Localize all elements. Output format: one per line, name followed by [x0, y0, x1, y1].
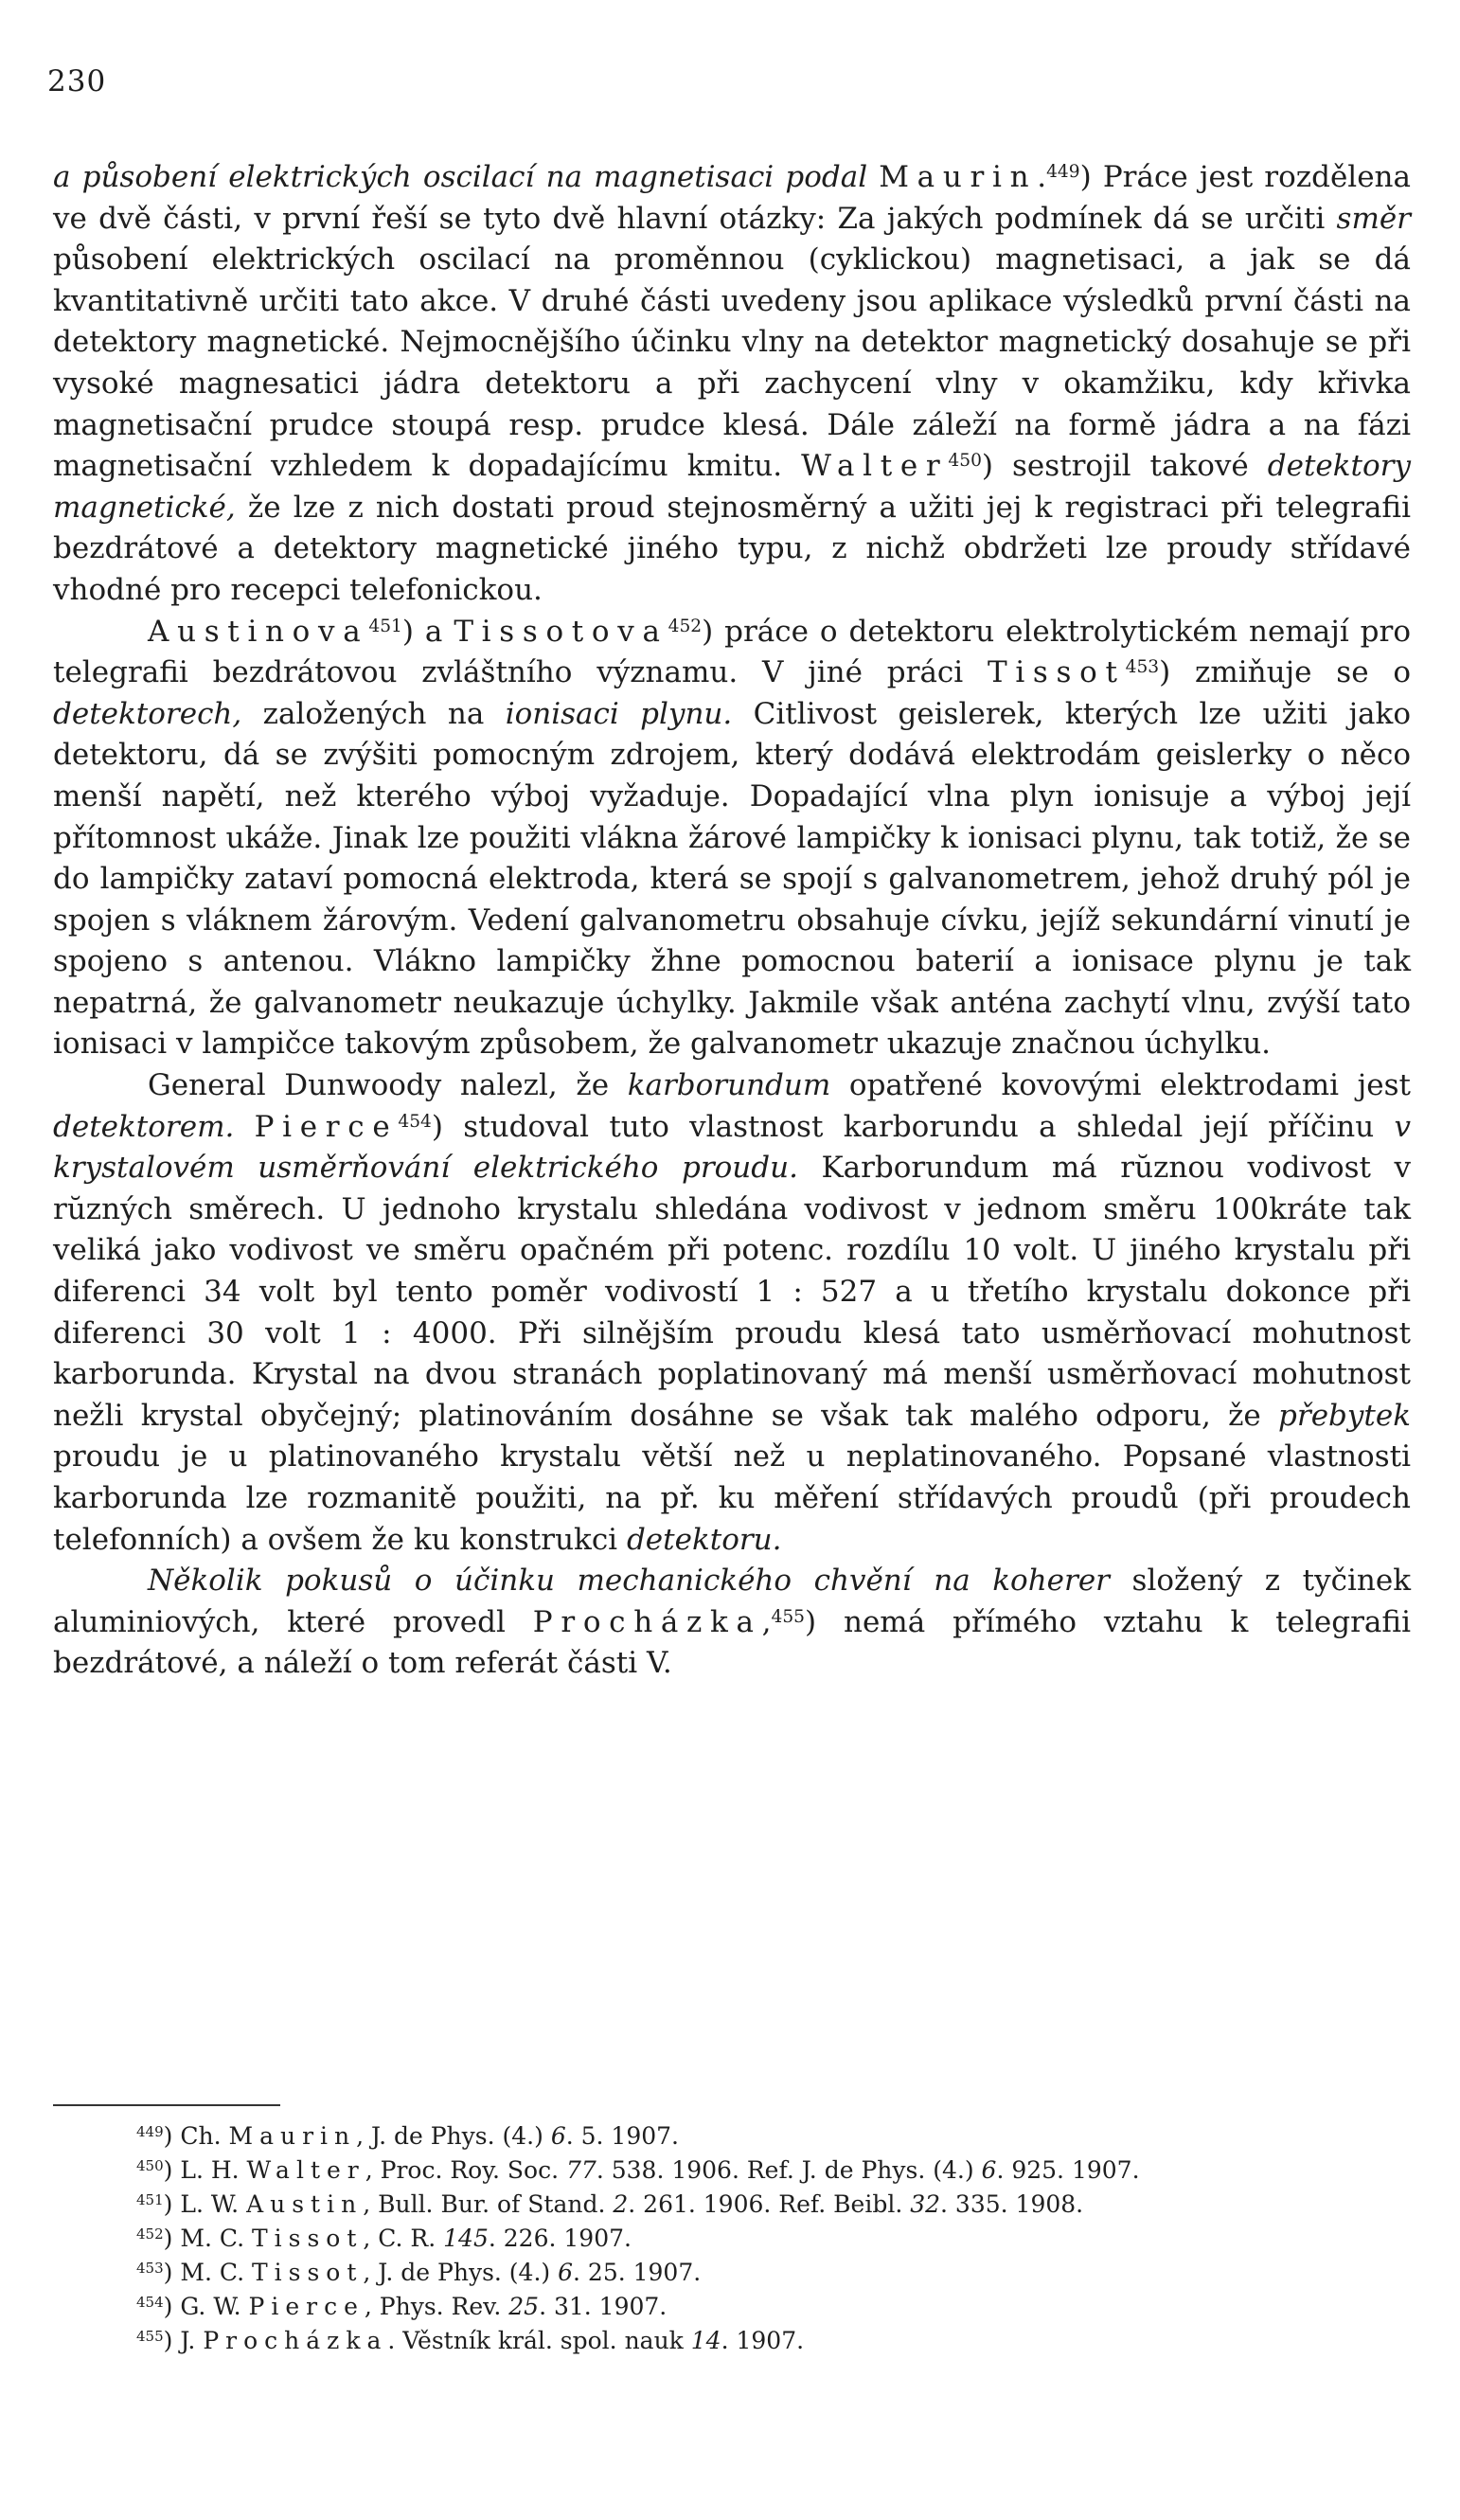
- page-number: 230: [47, 64, 107, 98]
- footnote-ref: 453: [136, 2259, 164, 2277]
- text-run: ) M. C.: [163, 2225, 252, 2252]
- text-run: , Proc. Roy. Soc.: [365, 2156, 567, 2184]
- paragraph: [53, 1561, 1411, 1685]
- footnote: [53, 2119, 1411, 2154]
- author-name: Austinova: [148, 614, 369, 649]
- author-name: Tissot: [251, 2259, 364, 2286]
- footnote: [53, 2154, 1411, 2188]
- text-run: . 925. 1907.: [996, 2156, 1140, 2184]
- text-run: složený z tyčinek aluminiových, které provedl: [53, 1564, 1411, 1639]
- italic-text: 77: [566, 2156, 596, 2184]
- italic-text: detektory magnetické,: [53, 449, 1411, 525]
- italic-text: směr: [1336, 201, 1411, 236]
- text-run: ) nemá přímého vztahu k telegrafii bezdrátové, a náleží o tom referát části V.: [53, 1604, 1411, 1681]
- text-run: [867, 160, 879, 194]
- text-run: ) a: [401, 614, 454, 649]
- italic-text: v krystalovém usměrňování elektrického proudu.: [53, 1109, 1412, 1186]
- paragraph: [53, 1065, 1411, 1561]
- italic-text: karborundum: [627, 1068, 831, 1103]
- italic-text: a působení elektrických oscilací na magnetisaci podal: [53, 160, 868, 194]
- italic-text: detektorech,: [53, 696, 242, 731]
- footnote-ref: 450: [948, 450, 982, 471]
- text-run: . 1907.: [721, 2327, 805, 2354]
- text-run: , J. de Phys. (4.): [356, 2122, 551, 2150]
- body-text: [53, 157, 1411, 1685]
- footnote: [53, 2222, 1411, 2256]
- text-run: ) Ch.: [163, 2122, 229, 2150]
- footnotes: [53, 2119, 1411, 2358]
- text-run: ) J.: [163, 2327, 204, 2354]
- footnote: [53, 2188, 1411, 2222]
- text-run: Citlivost geislerek, kterých lze užiti jako detektoru, dá se zvýšiti pomocným zdrojem, který dodává elektrodám geislerky o něco menší napětí, než kterého výboj vyžaduje. Dopadající vlna plyn ionisuje a výboj její přítomnost ukáže. Jinak lze použiti vlákna žárové lampičky k ionisaci plynu, tak totiž, že se do lampičky zataví pomocná elektroda, která se spojí s galvanometrem, jehož druhý pól je spojen s vláknem žárovým. Vedení galvanometru obsahuje cívku, jejíž sekundární vinutí je spojeno s antenou. Vlákno lampičky žhne pomocnou baterií a ionisace plynu je tak nepatrná, že galvanometr neukazuje úchylky. Jakmile však anténa zachytí vlnu, zvýší tato ionisaci v lampičce takovým způsobem, že galvanometr ukazuje značnou úchylku.: [53, 696, 1411, 1062]
- footnote-ref: 454: [136, 2293, 164, 2311]
- author-name: Tissot: [251, 2225, 364, 2252]
- text-run: General Dunwoody nalezl, že: [148, 1068, 628, 1103]
- footnote: [53, 2256, 1411, 2290]
- text-run: ) sestrojil takové: [981, 449, 1268, 484]
- text-run: opatřené kovovými elektrodami jest: [830, 1068, 1412, 1103]
- text-run: .: [1037, 160, 1047, 194]
- italic-text: 145: [443, 2225, 489, 2252]
- paragraph: [53, 612, 1411, 1066]
- italic-text: přebytek: [1278, 1398, 1411, 1433]
- author-name: Walter: [246, 2156, 365, 2184]
- footnote-ref: 455: [136, 2327, 164, 2345]
- text-run: . 226. 1907.: [488, 2225, 632, 2252]
- author-name: Austin: [246, 2190, 364, 2218]
- text-run: ) studoval tuto vlastnost karborundu a shledal její příčinu: [431, 1109, 1395, 1144]
- footnote-ref: 451: [136, 2190, 164, 2208]
- text-run: působení elektrických oscilací na proměnnou (cyklickou) magnetisaci, a jak se dá kvantitativně určiti tato akce. V druhé části uvedeny jsou aplikace výsledků první části na detektory magnetické. Nejmocnějšího účinku vlny na detektor magnetický dosahuje se při vysoké magnesatici jádra detektoru a při zachycení vlny v okamžiku, kdy křivka magnetisační prudce stoupá resp. prudce klesá. Dále záleží na formě jádra a na fázi magnetisační vzhledem k dopadajícímu kmitu.: [53, 242, 1411, 484]
- text-run: [234, 1110, 254, 1144]
- footnote-separator: [53, 2104, 280, 2106]
- footnote-ref: 449: [136, 2122, 164, 2140]
- text-run: ) L. W.: [163, 2190, 247, 2218]
- footnote-ref: 449: [1046, 161, 1080, 182]
- author-name: Maurin: [879, 160, 1038, 194]
- text-run: . 5. 1907.: [565, 2122, 679, 2150]
- text-run: ) zmiňuje se o: [1159, 655, 1411, 690]
- text-run: Karborundum má rŭznou vodivost v rŭzných směrech. U jednoho krystalu shledána vodivost v jednom směru 100kráte tak veliká jako vodivost ve směru opačném při potenc. rozdílu 10 volt. U jiného krystalu při diferenci 34 volt byl tento poměr vodivostí 1 : 527 a u třetího krystalu dokonce při diferenci 30 volt 1 : 4000. Při silnějším proudu klesá tato usměrňovací mohutnost karborunda. Krystal na dvou stranách poplatinovaný má menší usměrňovací mohutnost nežli krystal obyčejný; platinováním dosáhne se však tak malého odporu, že: [53, 1151, 1411, 1433]
- author-name: Tissot: [987, 655, 1126, 690]
- footnote-ref: 453: [1125, 656, 1160, 677]
- text-run: . 538. 1906. Ref. J. de Phys. (4.): [596, 2156, 982, 2184]
- paragraph: [53, 157, 1411, 612]
- text-run: ) G. W.: [163, 2293, 249, 2320]
- author-name: Procházka: [532, 1604, 762, 1639]
- footnote-ref: 452: [136, 2225, 164, 2243]
- footnote-ref: 451: [368, 616, 402, 636]
- author-name: Walter: [801, 449, 949, 484]
- author-name: Maurin: [228, 2122, 357, 2150]
- italic-text: 6: [981, 2156, 997, 2184]
- text-run: založených na: [241, 696, 506, 731]
- footnote-ref: 452: [668, 616, 703, 636]
- text-run: . Věstník král. spol. nauk: [387, 2327, 691, 2354]
- text-run: . 261. 1906. Ref. Beibl.: [628, 2190, 911, 2218]
- text-run: ) M. C.: [163, 2259, 252, 2286]
- text-run: . 25. 1907.: [573, 2259, 702, 2286]
- text-run: , J. de Phys. (4.): [363, 2259, 559, 2286]
- footnote-ref: 450: [136, 2156, 164, 2174]
- italic-text: 6: [558, 2259, 574, 2286]
- italic-text: ionisaci plynu.: [505, 696, 733, 731]
- text-run: , Phys. Rev.: [364, 2293, 509, 2320]
- italic-text: 32: [910, 2190, 941, 2218]
- text-run: ,: [761, 1604, 772, 1639]
- italic-text: 6: [550, 2122, 566, 2150]
- text-run: , C. R.: [363, 2225, 444, 2252]
- text-run: ) Práce jest rozdělena ve dvě části, v první řeší se tyto dvě hlavní otázky: Za jakých podmínek dá se určiti: [53, 160, 1412, 236]
- text-run: . 31. 1907.: [539, 2293, 668, 2320]
- italic-text: detektorem.: [53, 1109, 235, 1144]
- author-name: Tissotova: [454, 614, 668, 649]
- text-run: proudu je u platinovaného krystalu větší než u neplatinovaného. Popsané vlastnosti karborunda lze rozmanitě použiti, na př. ku měření střídavých proudů (při proudech telefonních) a ovšem že ku konstrukci: [53, 1439, 1411, 1557]
- text-run: , Bull. Bur. of Stand.: [363, 2190, 614, 2218]
- italic-text: 25: [508, 2293, 540, 2320]
- footnote: [53, 2324, 1411, 2358]
- footnote-ref: 455: [771, 1606, 806, 1627]
- author-name: Pierce: [254, 1109, 399, 1144]
- footnote: [53, 2290, 1411, 2324]
- italic-text: detektoru.: [626, 1522, 782, 1557]
- author-name: Procházka: [203, 2327, 388, 2354]
- italic-text: 14: [690, 2327, 721, 2354]
- text-run: ) L. H.: [163, 2156, 247, 2184]
- italic-text: Několik pokusů o účinku mechanického chvění na koherer: [148, 1564, 1110, 1599]
- footnote-ref: 454: [398, 1111, 432, 1132]
- text-run: že lze z nich dostati proud stejnosměrný a užiti jej k registraci při telegrafii bezdrátové a detektory magnetické jiného typu, z nichž obdržeti lze proudy střídavé vhodné pro recepci telefonickou.: [53, 490, 1411, 607]
- italic-text: 2: [613, 2190, 629, 2218]
- author-name: Pierce: [248, 2293, 365, 2320]
- text-run: . 335. 1908.: [940, 2190, 1084, 2218]
- text-run: ) práce o detektoru elektrolytickém nemají pro telegrafii bezdrátovou zvláštního významu. V jiné práci: [53, 614, 1411, 690]
